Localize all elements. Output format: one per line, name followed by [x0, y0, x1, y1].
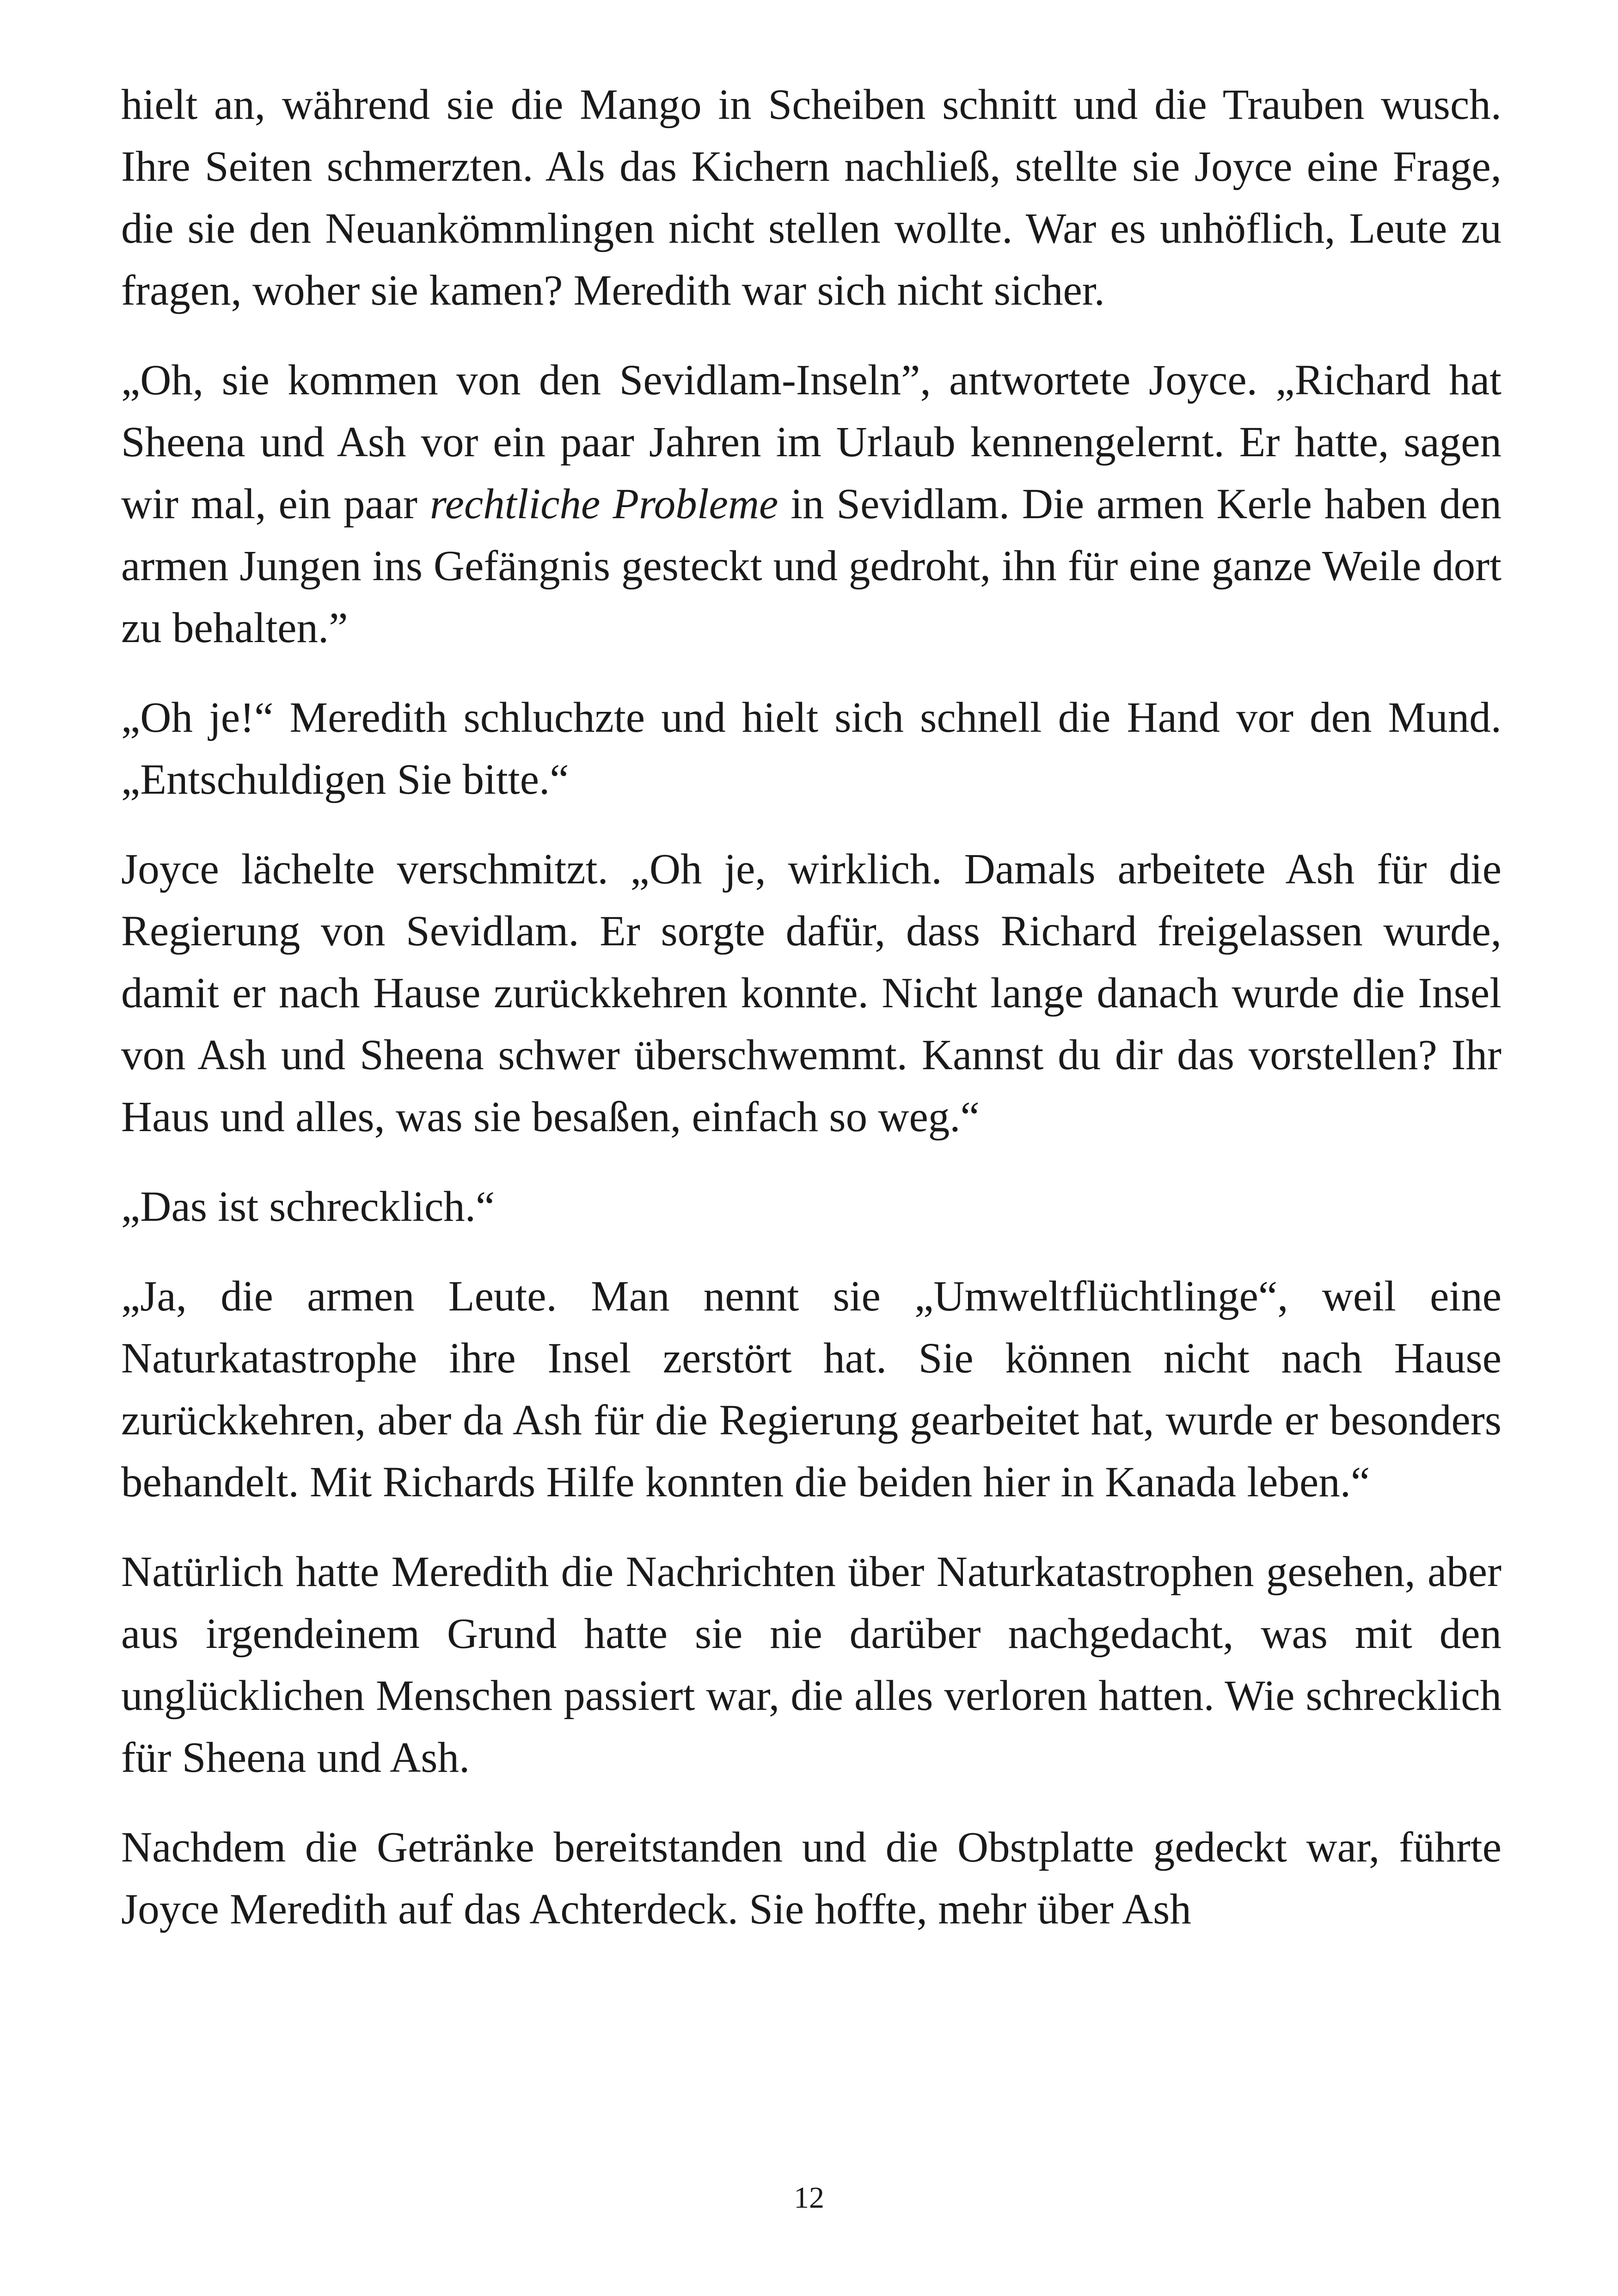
paragraph-5	[121, 1176, 1502, 1238]
paragraph-1	[121, 74, 1502, 322]
italic-phrase: rechtliche Probleme	[429, 480, 778, 528]
paragraph-text: Natürlich hatte Meredith die Nachrichten über Naturkatastrophen gesehen, aber aus irgendeinem Grund hatte sie nie darüber nachgedacht, was mit den unglücklichen Menschen passiert war, die alles verloren hatten. Wie schrecklich für Sheena und Ash.	[121, 1548, 1502, 1782]
paragraph-text: „Ja, die armen Leute. Man nennt sie „Umweltflüchtlinge“, weil eine Naturkatastrophe ihre Insel zerstört hat. Sie können nicht nach Hause zurückkehren, aber da Ash für die Regierung gearbeitet hat, wurde er besonders behandelt. Mit Richards Hilfe konnten die beiden hier in Kanada leben.“	[121, 1273, 1502, 1506]
page-number: 12	[794, 2181, 824, 2215]
paragraph-2	[121, 349, 1502, 659]
paragraph-text: hielt an, während sie die Mango in Scheiben schnitt und die Trauben wusch. Ihre Seiten schmerzten. Als das Kichern nachließ, stellte sie Joyce eine Frage, die sie den Neuankömmlingen nicht stellen wollte. War es unhöflich, Leute zu fragen, woher sie kamen? Meredith war sich nicht sicher.	[121, 81, 1502, 314]
paragraph-text: Joyce lächelte verschmitzt. „Oh je, wirklich. Damals arbeitete Ash für die Regierung von Sevidlam. Er sorgte dafür, dass Richard freigelassen wurde, damit er nach Hause zurückkehren konnte. Nicht lange danach wurde die Insel von Ash und Sheena schwer überschwemmt. Kannst du dir das vorstellen? Ihr Haus und alles, was sie besaßen, einfach so weg.“	[121, 845, 1502, 1141]
paragraph-6	[121, 1266, 1502, 1513]
paragraph-text: in Sevidlam. Die armen Kerle haben den armen Jungen ins Gefängnis gesteckt und gedroht, ihn für eine ganze Weile dort zu behalten.”	[121, 480, 1502, 652]
paragraph-4	[121, 839, 1502, 1148]
paragraph-3	[121, 687, 1502, 811]
paragraph-text: Nachdem die Getränke bereitstanden und die Obstplatte gedeckt war, führte Joyce Meredith auf das Achterdeck. Sie hoffte, mehr über Ash	[121, 1824, 1502, 1933]
page-body	[121, 74, 1502, 1968]
paragraph-text: „Oh je!“ Meredith schluchzte und hielt sich schnell die Hand vor den Mund. „Entschuldigen Sie bitte.“	[121, 694, 1502, 803]
paragraph-7	[121, 1541, 1502, 1789]
paragraph-8	[121, 1817, 1502, 1941]
paragraph-text: „Das ist schrecklich.“	[121, 1183, 495, 1231]
paragraph-text: „Oh, sie kommen von den Sevidlam-Inseln”, antwortete Joyce. „Richard hat Sheena und Ash vor ein paar Jahren im Urlaub kennengelernt. Er hatte, sagen wir mal, ein paar	[121, 356, 1502, 528]
